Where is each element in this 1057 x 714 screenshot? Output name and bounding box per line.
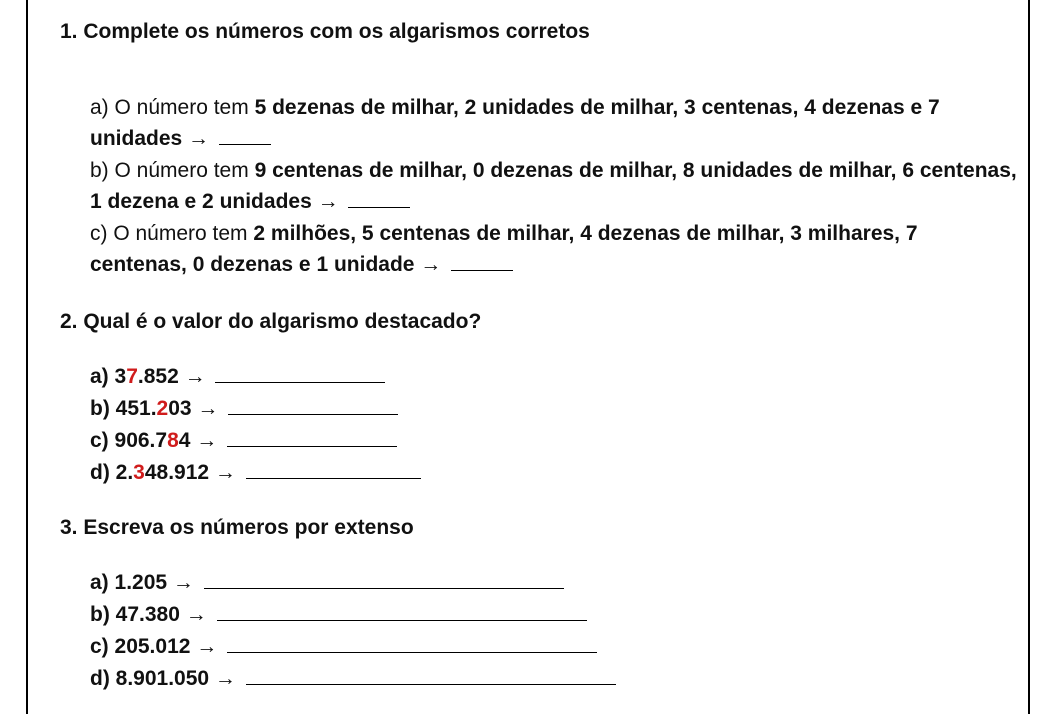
- question-2-title: 2. Qual é o valor do algarismo destacado?: [60, 310, 482, 333]
- q3b-arrow: →: [179, 603, 213, 626]
- q2a-arrow: →: [178, 365, 212, 388]
- q2b-pre: 451.: [115, 397, 157, 420]
- q3b-value: 47.380: [115, 603, 180, 626]
- q2-item-c: [90, 426, 397, 453]
- q2-item-b: [90, 394, 398, 421]
- q2d-arrow: →: [209, 461, 242, 484]
- q3-item-d: [90, 664, 616, 691]
- question-1b: [90, 155, 1020, 217]
- q2c-highlighted-digit: 8: [167, 429, 179, 452]
- right-border-line: [1028, 0, 1030, 714]
- q2a-post: .852: [137, 365, 179, 388]
- q2b-arrow: →: [191, 397, 225, 420]
- q2b-highlighted-digit: 2: [156, 397, 169, 420]
- q1a-bold: 5 dezenas de milhar, 2 unidades de milhar, 3 centenas, 4 dezenas e 7 unidades: [90, 96, 940, 150]
- q1c-prefix: c) O número tem: [90, 222, 254, 245]
- left-border-line: [26, 0, 28, 714]
- q2b-answer-blank[interactable]: [228, 394, 398, 415]
- q1a-answer-blank[interactable]: [219, 124, 271, 145]
- q2a-highlighted-digit: 7: [126, 365, 138, 388]
- q2c-answer-blank[interactable]: [227, 426, 397, 447]
- q2a-answer-blank[interactable]: [215, 362, 385, 383]
- q1a-arrow: →: [182, 127, 215, 150]
- q3d-label: d): [90, 667, 116, 690]
- q2-item-a: [90, 362, 385, 389]
- q2d-post: 48.912: [144, 461, 210, 484]
- q2d-highlighted-digit: 3: [133, 461, 145, 484]
- q3c-arrow: →: [190, 635, 224, 658]
- question-1a: [90, 92, 1020, 154]
- q3d-arrow: →: [209, 667, 242, 690]
- q3c-answer-blank[interactable]: [227, 632, 597, 653]
- q1b-bold: 9 centenas de milhar, 0 dezenas de milhar, 8 unidades de milhar, 6 centenas, 1 dezena e 2 unidades: [90, 159, 1017, 213]
- q1b-answer-blank[interactable]: [348, 187, 410, 208]
- q3b-label: b): [90, 603, 116, 626]
- q3-item-b: [90, 600, 587, 627]
- q2a-label: a): [90, 365, 115, 388]
- q3a-answer-blank[interactable]: [204, 568, 564, 589]
- q3a-arrow: →: [167, 571, 200, 594]
- q2c-arrow: →: [190, 429, 224, 452]
- q1c-arrow: →: [414, 253, 448, 276]
- q1c-answer-blank[interactable]: [451, 250, 513, 271]
- q2c-pre: 906.7: [114, 429, 168, 452]
- q2b-post: 03: [168, 397, 192, 420]
- q1c-bold: 2 milhões, 5 centenas de milhar, 4 dezenas de milhar, 3 milhares, 7 centenas, 0 dezenas e 1 unidade: [90, 222, 918, 276]
- q2b-label: b): [90, 397, 116, 420]
- q2c-label: c): [90, 429, 115, 452]
- q3c-value: 205.012: [114, 635, 191, 658]
- q2c-post: 4: [178, 429, 191, 452]
- q3-item-a: [90, 568, 564, 595]
- q3-item-c: [90, 632, 597, 659]
- q2d-label: d): [90, 461, 116, 484]
- q2-item-d: [90, 458, 421, 485]
- q3d-answer-blank[interactable]: [246, 664, 616, 685]
- q2d-answer-blank[interactable]: [246, 458, 421, 479]
- q1a-prefix: a) O número tem: [90, 96, 255, 119]
- q3a-value: 1.205: [114, 571, 168, 594]
- q3a-label: a): [90, 571, 115, 594]
- q3d-value: 8.901.050: [115, 667, 210, 690]
- q2a-pre: 3: [114, 365, 127, 388]
- q3c-label: c): [90, 635, 115, 658]
- q3b-answer-blank[interactable]: [217, 600, 587, 621]
- q2d-pre: 2.: [115, 461, 134, 484]
- question-1c: [90, 218, 1020, 280]
- q1b-prefix: b) O número tem: [90, 159, 255, 182]
- q1b-arrow: →: [311, 190, 345, 213]
- question-1-title: 1. Complete os números com os algarismos corretos: [60, 20, 590, 43]
- question-3-title: 3. Escreva os números por extenso: [60, 516, 414, 539]
